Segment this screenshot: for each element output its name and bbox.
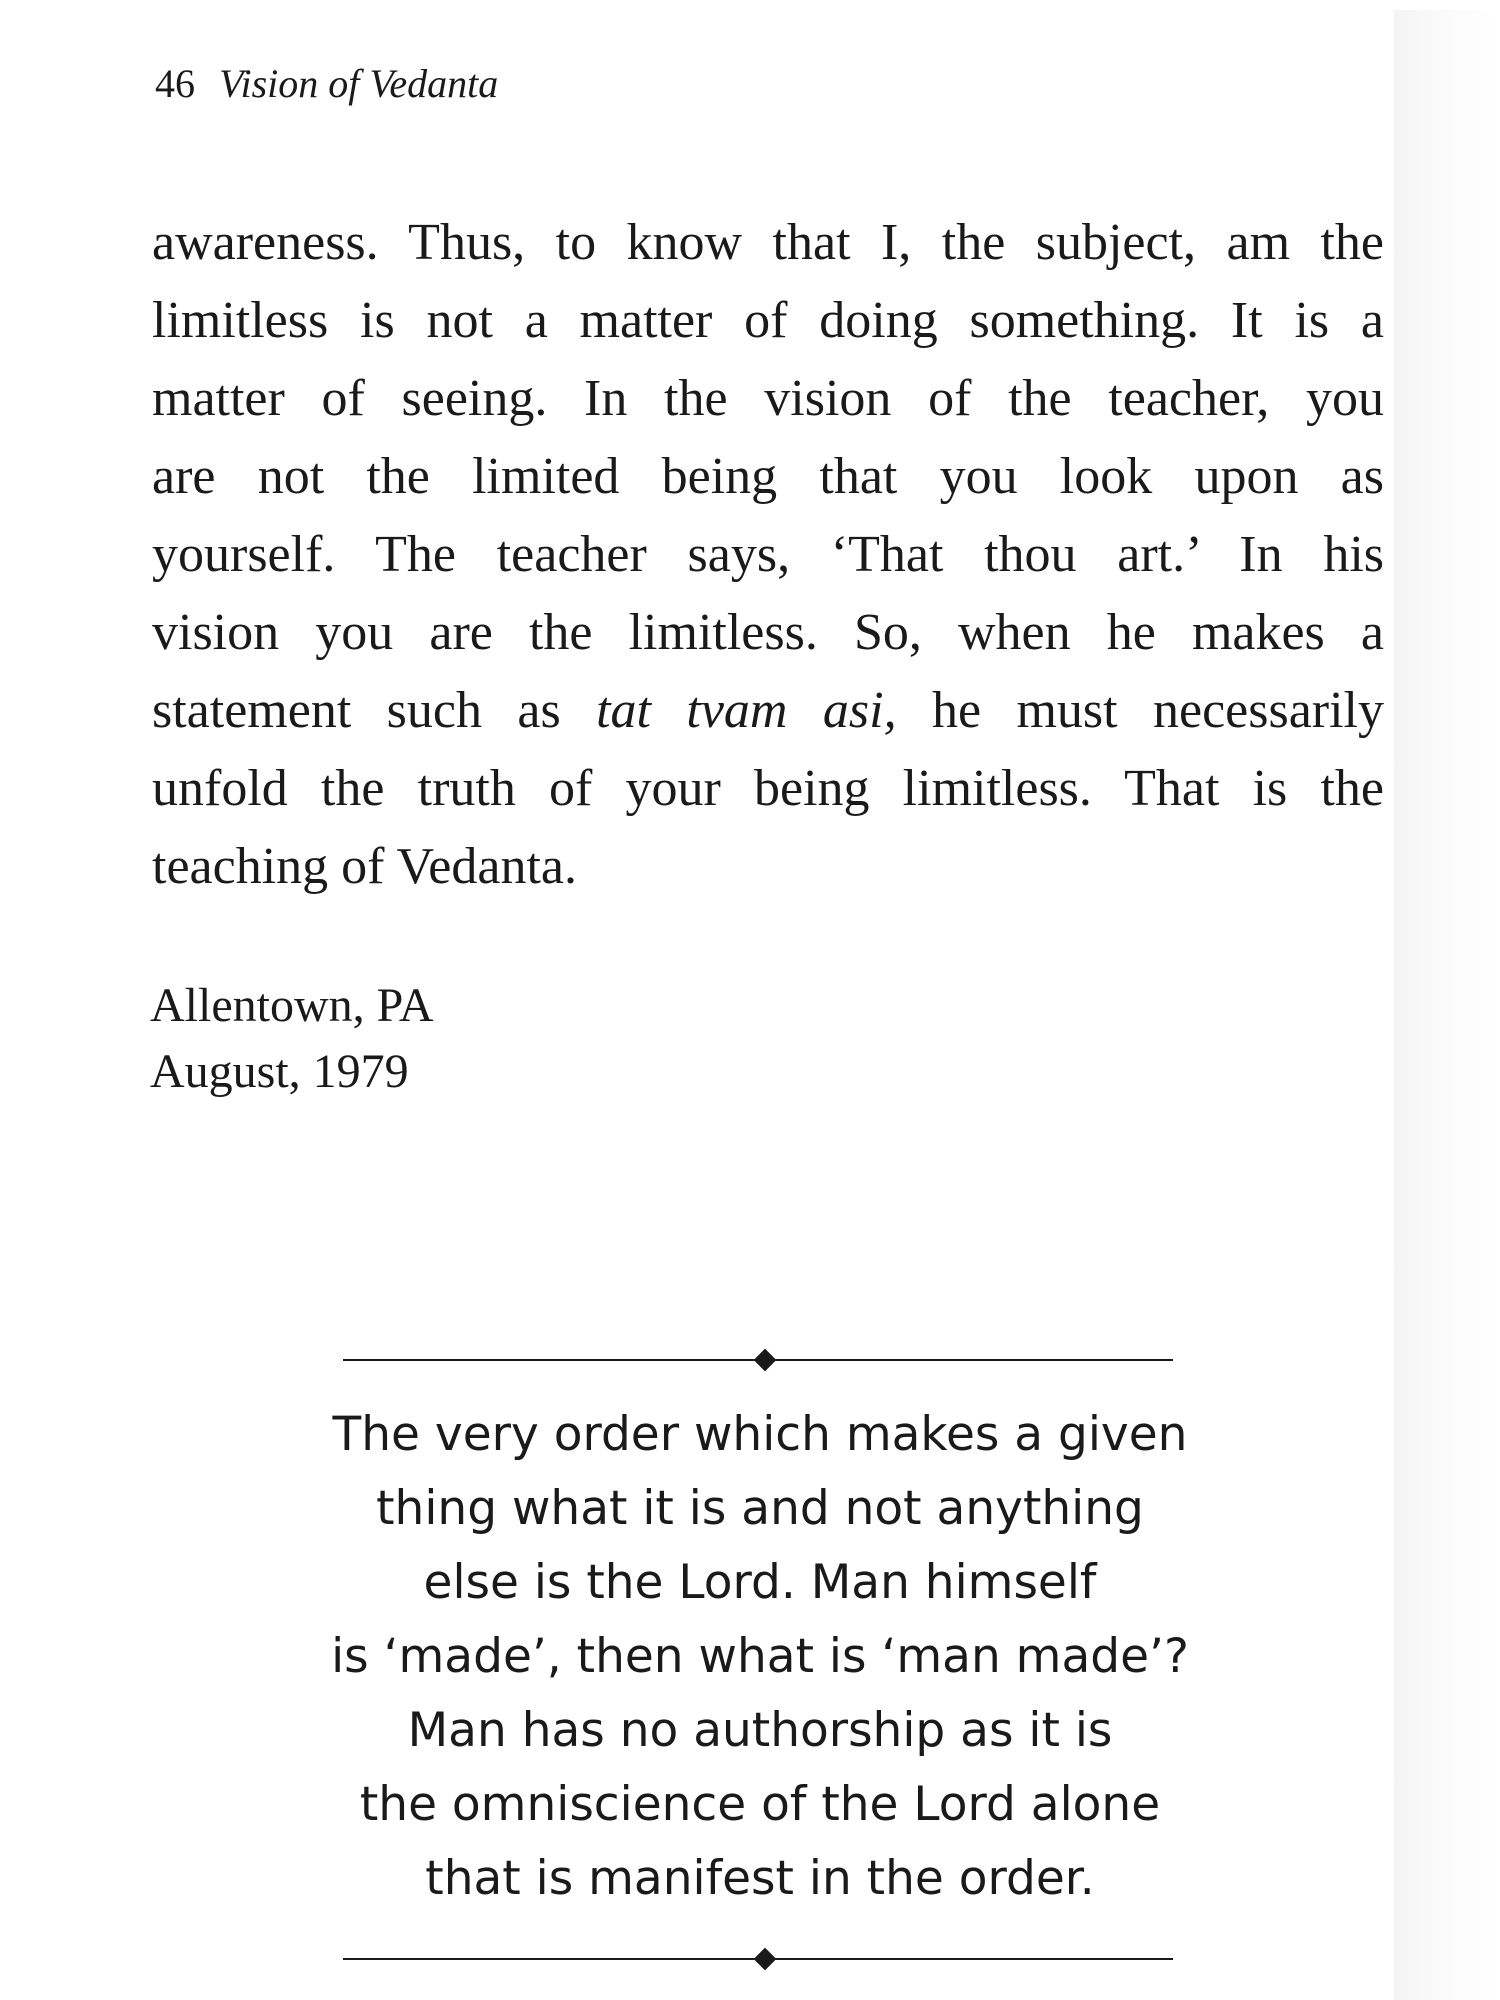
line-text: he must necessarily <box>896 682 1384 739</box>
paragraph-line: limitless is not a matter of doing something. It is a <box>152 292 1384 349</box>
quote-line: that is manifest in the order. <box>425 1851 1095 1906</box>
paragraph-line: are not the limited being that you look upon as <box>152 448 1384 505</box>
paragraph-line: yourself. The teacher says, ‘That thou art.’ In his <box>152 526 1384 583</box>
quote-line: thing what it is and not anything <box>376 1481 1144 1536</box>
page-number: 46 <box>155 61 195 106</box>
sanskrit-phrase: tat tvam asi, <box>596 682 897 739</box>
diamond-ornament-icon <box>754 1948 777 1971</box>
paragraph-line <box>152 672 1384 750</box>
date: August, 1979 <box>150 1045 409 1098</box>
place-date <box>150 973 434 1105</box>
quote-line: else is the Lord. Man himself <box>423 1555 1097 1610</box>
body-paragraph <box>152 204 1384 906</box>
diamond-ornament-icon <box>754 1349 777 1372</box>
paragraph-line: vision you are the limitless. So, when he makes a <box>152 604 1384 661</box>
running-head <box>155 58 498 110</box>
quote-line: The very order which makes a given <box>332 1407 1188 1462</box>
quote-line: Man has no authorship as it is <box>407 1703 1113 1758</box>
quote-line: is ‘made’, then what is ‘man made’? <box>331 1629 1189 1684</box>
paragraph-line: awareness. Thus, to know that I, the subject, am the <box>152 214 1384 271</box>
quote-line: the omniscience of the Lord alone <box>359 1777 1161 1832</box>
pull-quote <box>300 1398 1220 1916</box>
book-title: Vision of Vedanta <box>219 61 499 106</box>
page-edge-shadow <box>1394 10 1500 2000</box>
paragraph-line: matter of seeing. In the vision of the teacher, you <box>152 370 1384 427</box>
place: Allentown, PA <box>150 979 434 1032</box>
line-text: statement such as <box>152 682 597 739</box>
paragraph-line: teaching of Vedanta. <box>152 838 577 895</box>
paragraph-line: unfold the truth of your being limitless. That is the <box>152 760 1384 817</box>
